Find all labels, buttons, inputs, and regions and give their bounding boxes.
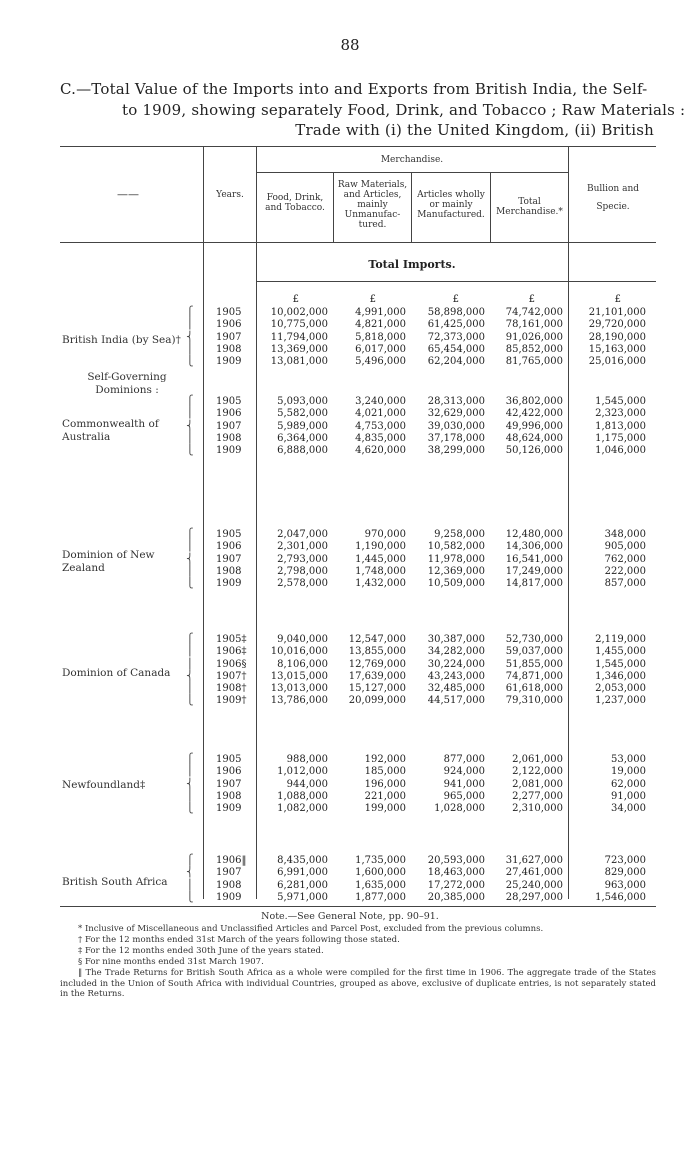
bullion-values: 723,000 829,000 963,000 1,546,000	[595, 855, 646, 903]
food-values: 5,093,000 5,582,000 5,989,000 6,364,000 6,888,000	[277, 396, 328, 457]
articles-values: 20,593,000 18,463,000 17,272,000 20,385,000	[427, 855, 485, 903]
raw-values: 4,991,000 4,821,000 5,818,000 6,017,000 5,496,000	[355, 307, 406, 368]
merchandise-rule	[256, 172, 568, 173]
total-values: 12,480,000 14,306,000 16,541,000 17,249,000 14,817,000	[505, 529, 563, 590]
currency-raw: £	[369, 294, 376, 305]
brace: ⎧ ⎪ ⎪ ⎨ ⎪ ⎩	[186, 634, 194, 707]
section-title: Total Imports.	[368, 258, 456, 271]
currency-articles: £	[452, 294, 459, 305]
bullion-values: 348,000 905,000 762,000 222,000 857,000	[604, 529, 646, 590]
articles-values: 58,898,000 61,425,000 72,373,000 65,454,000 62,204,000	[427, 307, 485, 368]
brace: ⎧ ⎪ ⎨ ⎪ ⎩	[186, 529, 194, 590]
food-values: 9,040,000 10,016,000 8,106,000 13,015,000 13,013,000 13,786,000	[270, 634, 328, 707]
title-line-3: Trade with (i) the United Kingdom, (ii) British	[295, 121, 654, 139]
food-values: 10,002,000 10,775,000 11,794,000 13,369,000 13,081,000	[270, 307, 328, 368]
group-label-australia: Commonwealth of Australia	[62, 418, 159, 443]
header-raw: Raw Materials, and Articles, mainly Unmanufac-tured.	[337, 180, 408, 230]
col-rule-raw	[333, 172, 334, 242]
col-rule-years	[203, 146, 204, 899]
raw-values: 970,000 1,190,000 1,445,000 1,748,000 1,432,000	[355, 529, 406, 590]
bullion-values: 21,101,000 29,720,000 28,190,000 15,163,000 25,016,000	[588, 307, 646, 368]
title-line-1: C.—Total Value of the Imports into and Exports from British India, the Self-	[60, 80, 648, 98]
food-values: 8,435,000 6,991,000 6,281,000 5,971,000	[277, 855, 328, 903]
header-dash: ——	[117, 188, 139, 201]
header-bullion: Bullion and Specie.	[586, 184, 640, 212]
header-total: Total Merchandise.*	[496, 197, 563, 217]
years-list: 1905 1906 1907 1908 1909	[216, 754, 242, 815]
self-governing-label: Self-Governing Dominions :	[87, 371, 167, 396]
raw-values: 12,547,000 13,855,000 12,769,000 17,639,000 15,127,000 20,099,000	[348, 634, 406, 707]
brace: ⎧ ⎪ ⎨ ⎪ ⎩	[186, 754, 194, 815]
raw-values: 3,240,000 4,021,000 4,753,000 4,835,000 4,620,000	[355, 396, 406, 457]
total-values: 36,802,000 42,422,000 49,996,000 48,624,000 50,126,000	[505, 396, 563, 457]
currency-bullion: £	[614, 294, 621, 305]
years-list: 1905 1906 1907 1908 1909	[216, 529, 242, 590]
group-label-new-zealand: Dominion of New Zealand	[62, 549, 155, 574]
total-values: 52,730,000 59,037,000 51,855,000 74,871,000 61,618,000 79,310,000	[505, 634, 563, 707]
total-values: 31,627,000 27,461,000 25,240,000 28,297,000	[505, 855, 563, 903]
header-merchandise: Merchandise.	[380, 155, 444, 165]
group-label-south-africa: British South Africa	[62, 876, 168, 888]
raw-values: 1,735,000 1,600,000 1,635,000 1,877,000	[355, 855, 406, 903]
articles-values: 877,000 924,000 941,000 965,000 1,028,000	[434, 754, 485, 815]
general-note: Note.—See General Note, pp. 90–91.	[261, 911, 439, 922]
food-values: 2,047,000 2,301,000 2,793,000 2,798,000 2,578,000	[277, 529, 328, 590]
group-label-newfoundland: Newfoundland‡	[62, 779, 146, 791]
years-list: 1905 1906 1907 1908 1909	[216, 307, 242, 368]
food-values: 988,000 1,012,000 944,000 1,088,000 1,082,000	[277, 754, 328, 815]
table-top-rule	[60, 146, 656, 147]
group-label-canada: Dominion of Canada	[62, 667, 171, 679]
section-rule	[256, 281, 656, 282]
currency-total: £	[528, 294, 535, 305]
footnote-dagger: † For the 12 months ended 31st March of the years following those stated.	[78, 935, 400, 945]
brace: ⎧ ⎪ ⎨ ⎪ ⎩	[186, 307, 194, 368]
footnote-ddagger: ‡ For the 12 months ended 30th June of the years stated.	[78, 946, 324, 956]
col-rule-total	[490, 172, 491, 242]
col-rule-articles	[411, 172, 412, 242]
articles-values: 9,258,000 10,582,000 11,978,000 12,369,000 10,509,000	[427, 529, 485, 590]
years-list: 1906‖ 1907 1908 1909	[216, 855, 247, 903]
bullion-values: 2,119,000 1,455,000 1,545,000 1,346,000 2,053,000 1,237,000	[595, 634, 646, 707]
footnote-parallel: ‖ The Trade Returns for British South Africa as a whole were compiled for the first time in 1906. The aggregate trade of the States included in the Union of South Africa with individual Countries, grouped as above, exclusive of duplicate entries, is not separately stated in the Returns.	[60, 968, 656, 999]
header-food: Food, Drink, and Tobacco.	[265, 193, 325, 213]
col-rule-bullion	[568, 146, 569, 899]
brace: ⎧ ⎪ ⎨ ⎪ ⎩	[186, 396, 194, 457]
total-values: 74,742,000 78,161,000 91,026,000 85,852,000 81,765,000	[505, 307, 563, 368]
footnote-star: * Inclusive of Miscellaneous and Unclassified Articles and Parcel Post, excluded from the previous columns.	[78, 924, 544, 934]
header-years: Years.	[216, 190, 244, 200]
footnote-section: § For nine months ended 31st March 1907.	[78, 957, 264, 967]
currency-food: £	[292, 294, 299, 305]
bullion-values: 53,000 19,000 62,000 91,000 34,000	[611, 754, 646, 815]
brace: ⎧ ⎨ ⎪ ⎩	[186, 855, 194, 903]
raw-values: 192,000 185,000 196,000 221,000 199,000	[364, 754, 406, 815]
bullion-values: 1,545,000 2,323,000 1,813,000 1,175,000 1,046,000	[595, 396, 646, 457]
years-list: 1905‡ 1906‡ 1906§ 1907† 1908† 1909†	[216, 634, 247, 707]
title-line-2: to 1909, showing separately Food, Drink, and Tobacco ; Raw Materials :	[122, 101, 686, 119]
articles-values: 30,387,000 34,282,000 30,224,000 43,243,000 32,485,000 44,517,000	[427, 634, 485, 707]
page-number: 88	[340, 36, 360, 54]
group-label-british-india: British India (by Sea)†	[62, 334, 181, 346]
total-values: 2,061,000 2,122,000 2,081,000 2,277,000 2,310,000	[512, 754, 563, 815]
header-articles: Articles wholly or mainly Manufactured.	[417, 190, 485, 220]
articles-values: 28,313,000 32,629,000 39,030,000 37,178,000 38,299,000	[427, 396, 485, 457]
header-bottom-rule	[60, 242, 656, 243]
table-bottom-rule	[60, 906, 656, 907]
years-list: 1905 1906 1907 1908 1909	[216, 396, 242, 457]
